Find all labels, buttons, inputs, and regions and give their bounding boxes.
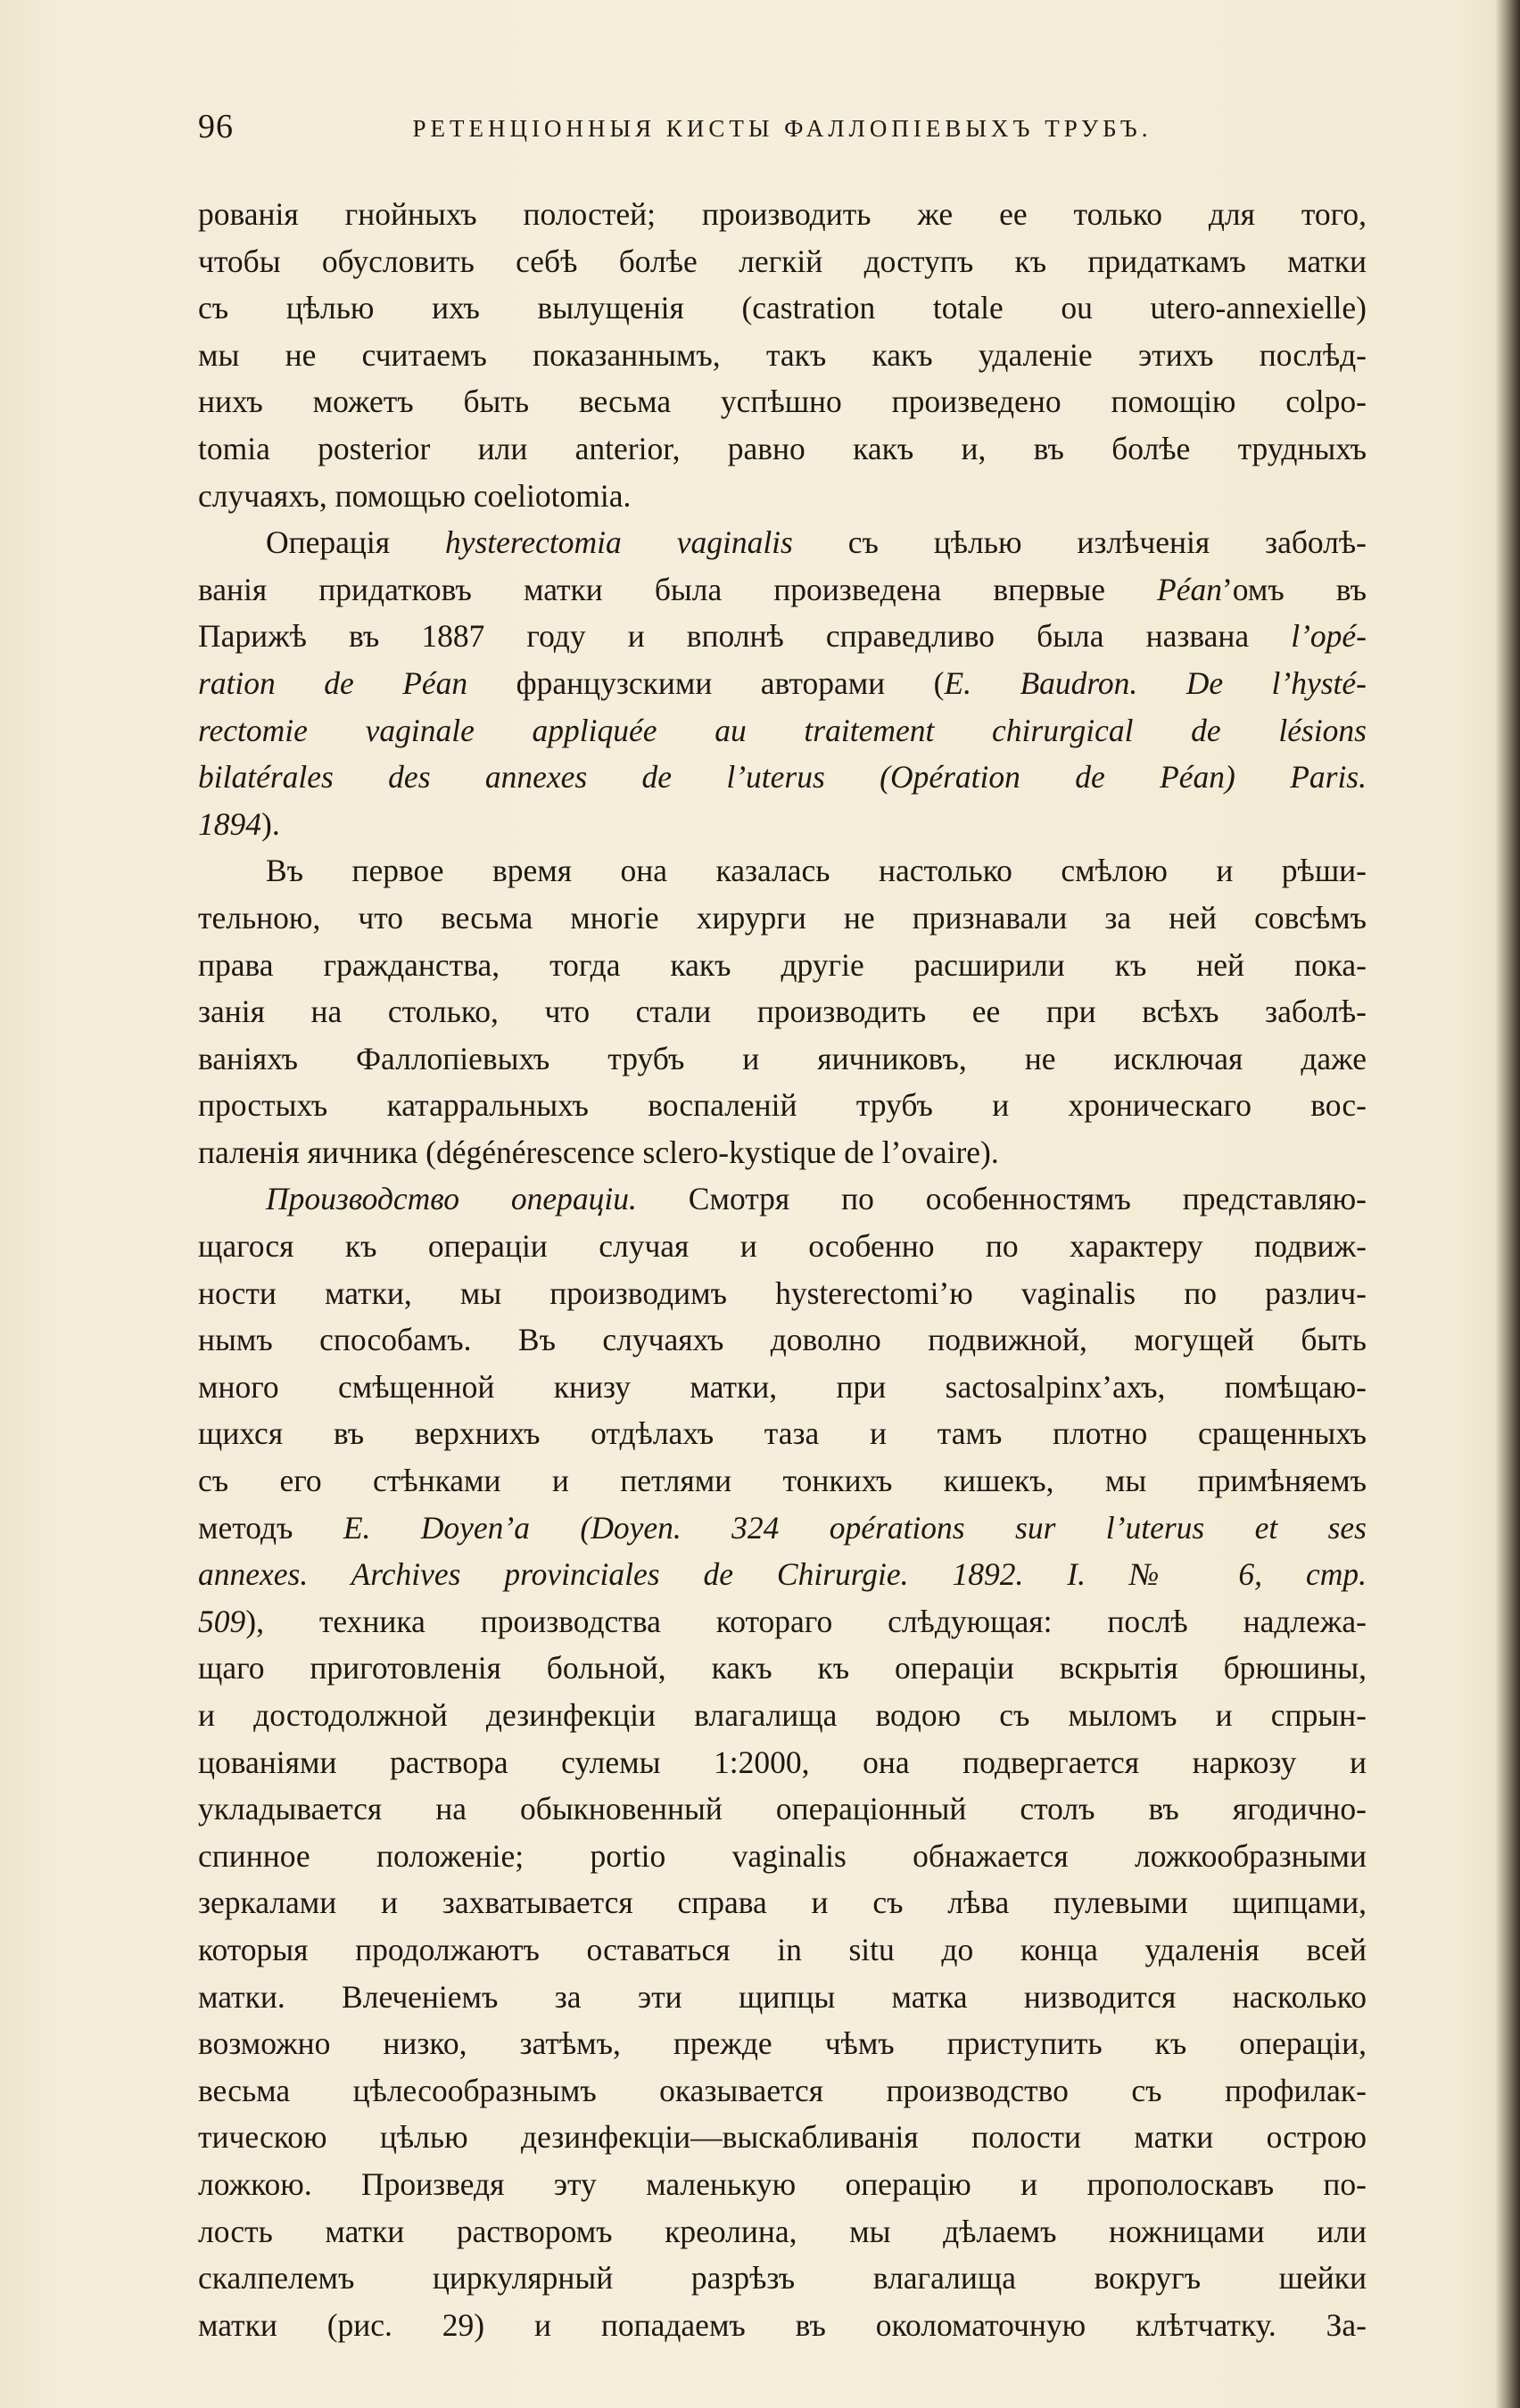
line-text: щагося къ операціи случая и особенно по характеру подвиж- [198, 1228, 1367, 1265]
text-line [198, 1129, 1367, 1176]
line-text: и достодолжной дезинфекціи влагалища водою съ мыломъ и спрын- [198, 1697, 1367, 1733]
line-text: занія на столько, что стали производить ее при всѣхъ заболѣ- [198, 994, 1367, 1030]
line-text: Въ первое время она казалась настолько смѣлою и рѣши- [266, 853, 1367, 889]
text-line [198, 2067, 1367, 2115]
text-line [198, 2020, 1367, 2067]
line-text: Парижѣ въ 1887 году и вполнѣ справедливо была названа [198, 618, 1292, 655]
text-line [198, 2114, 1367, 2161]
italic-text: 509 [198, 1603, 246, 1639]
line-text: tomia posterior или anterior, равно какъ и, въ болѣе трудныхъ [198, 430, 1367, 466]
line-text: спинное положеніе; portio vaginalis обнажается ложкообразными [198, 1837, 1367, 1874]
line-text: щихся въ верхнихъ отдѣлахъ таза и тамъ плотно сращенныхъ [198, 1415, 1367, 1452]
line-text: ). [261, 805, 280, 842]
text-line [198, 1457, 1367, 1505]
page-header [198, 105, 1367, 159]
text-line [198, 1035, 1367, 1083]
line-text: съ цѣлью излѣченія заболѣ- [792, 524, 1367, 561]
text-line [198, 1833, 1367, 1880]
text-line [198, 1551, 1367, 1598]
text-line [198, 1879, 1367, 1926]
line-text: щаго приготовленія больной, какъ къ операціи вскрытія брюшины, [198, 1650, 1367, 1686]
line-text: которыя продолжаютъ оставаться in situ до конца удаленія всей [198, 1931, 1367, 1967]
line-text: ), техника производства котораго слѣдующая: послѣ надлежа- [245, 1603, 1367, 1639]
text-line [198, 1505, 1367, 1552]
text-line [198, 1645, 1367, 1692]
text-line [198, 707, 1367, 755]
text-line [198, 2302, 1367, 2349]
line-text: съ его стѣнками и петлями тонкихъ кишекъ, мы примѣняемъ [198, 1463, 1367, 1499]
running-head: РЕТЕНЦІОННЫЯ КИСТЫ ФАЛЛОПІЕВЫХЪ ТРУБЪ. [412, 115, 1152, 142]
line-text: случаяхъ, помощью coeliotomia. [198, 477, 632, 514]
text-line [198, 332, 1367, 379]
text-line [198, 754, 1367, 801]
line-text: простыхъ катарральныхъ воспаленій трубъ и хроническаго вос- [198, 1087, 1367, 1124]
text-line [198, 285, 1367, 332]
italic-text: bilatérales des annexes de l’uterus (Opération de Péan) Paris. [198, 759, 1367, 796]
line-text: права гражданства, тогда какъ другіе расширили къ ней пока- [198, 946, 1367, 983]
italic-text: 1894 [198, 805, 261, 842]
line-text: французскими авторами ( [467, 664, 945, 701]
text-line [198, 988, 1367, 1035]
line-text: рованія гнойныхъ полостей; производить же ее только для того, [198, 196, 1367, 232]
line-text: лость матки растворомъ креолина, мы дѣлаемъ ножницами или [198, 2213, 1367, 2249]
line-text: ’омъ въ [1221, 571, 1367, 607]
text-line [198, 660, 1367, 707]
line-text: ности матки, мы производимъ hysterectomi’ю vaginalis по различ- [198, 1274, 1367, 1311]
page-edge-shadow [1495, 0, 1520, 2408]
text-line [198, 191, 1367, 238]
text-line [198, 566, 1367, 614]
italic-text: E. Baudron. De l’hysté- [944, 664, 1367, 701]
italic-text: ration de Péan [198, 664, 468, 701]
line-text: зеркалами и захватывается справа и съ лѣва пулевыми щипцами, [198, 1884, 1367, 1921]
italic-text: Péan [1157, 571, 1222, 607]
italic-text: hysterectomia vaginalis [444, 524, 793, 561]
italic-text: rectomie vaginale appliquée au traitement chirurgical de lésions [198, 712, 1367, 748]
text-line [198, 1410, 1367, 1457]
line-text: ванія придатковъ матки была произведена впервые [198, 571, 1158, 607]
body-text [198, 191, 1367, 2348]
line-text: возможно низко, затѣмъ, прежде чѣмъ приступить къ операціи, [198, 2025, 1367, 2062]
text-line [198, 613, 1367, 660]
text-line [198, 425, 1367, 473]
line-text: чтобы обусловить себѣ болѣе легкій доступъ къ придаткамъ матки [198, 243, 1367, 279]
line-text: методъ [198, 1509, 343, 1546]
line-text: тельною, что весьма многіе хирурги не признавали за ней совсѣмъ [198, 899, 1367, 936]
text-line [198, 942, 1367, 989]
line-text: матки (рис. 29) и попадаемъ въ околоматочную клѣтчатку. За- [198, 2306, 1367, 2343]
italic-text: annexes. Archives provinciales de Chirurgie. 1892. I. № 6, стр. [198, 1556, 1367, 1593]
text-line [198, 1926, 1367, 1974]
line-text: цованіями раствора сулемы 1:2000, она подвергается наркозу и [198, 1744, 1367, 1780]
line-text: паленія яичника (dégénérescence sclero-kystique de l’ovaire). [198, 1134, 999, 1170]
italic-text: E. Doyen’a (Doyen. 324 opérations sur l’uterus et ses [343, 1509, 1367, 1546]
text-line [198, 1316, 1367, 1364]
text-line [198, 1974, 1367, 2021]
text-line [198, 801, 1367, 848]
line-text: матки. Влеченіемъ за эти щипцы матка низводится насколько [198, 1978, 1367, 2015]
italic-text: l’opé- [1291, 618, 1367, 655]
text-line [198, 895, 1367, 942]
text-line [198, 1785, 1367, 1833]
text-line [198, 2161, 1367, 2208]
text-line [198, 1175, 1367, 1223]
line-text: весьма цѣлесообразнымъ оказывается производство съ профилак- [198, 2072, 1367, 2108]
line-text: ваніяхъ Фаллопіевыхъ трубъ и яичниковъ, не исключая даже [198, 1040, 1367, 1076]
text-line [198, 1082, 1367, 1129]
line-text: Операція [266, 524, 445, 561]
text-line [198, 847, 1367, 895]
text-line [198, 1692, 1367, 1739]
text-line [198, 1364, 1367, 1411]
line-text: нихъ можетъ быть весьма успѣшно произведено помощію colpo- [198, 383, 1367, 420]
text-line [198, 1223, 1367, 1270]
text-line [198, 378, 1367, 425]
line-text: ложкою. Произведя эту маленькую операцію и прополоскавъ по- [198, 2165, 1367, 2202]
text-line [198, 473, 1367, 520]
text-line [198, 238, 1367, 285]
page-number: 96 [198, 108, 234, 145]
text-line [198, 1598, 1367, 1645]
line-text: много смѣщенной книзу матки, при sactosalpinx’ахъ, помѣщаю- [198, 1368, 1367, 1405]
line-text: скалпелемъ циркулярный разрѣзъ влагалища вокругъ шейки [198, 2260, 1367, 2297]
text-line [198, 2255, 1367, 2302]
line-text: мы не считаемъ показаннымъ, такъ какъ удаленіе этихъ послѣд- [198, 336, 1367, 373]
line-text: укладывается на обыкновенный операціонный столъ въ ягодично- [198, 1791, 1367, 1827]
text-line [198, 519, 1367, 566]
text-line [198, 1739, 1367, 1786]
line-text: Смотря по особенностямъ представляю- [636, 1181, 1367, 1217]
line-text: нымъ способамъ. Въ случаяхъ доволно подвижной, могущей быть [198, 1322, 1367, 1358]
text-line [198, 2208, 1367, 2255]
text-line [198, 1270, 1367, 1317]
line-text: тическою цѣлью дезинфекціи—выскабливанія полости матки острою [198, 2119, 1367, 2156]
italic-text: Производство операціи. [266, 1181, 637, 1217]
line-text: съ цѣлью ихъ вылущенія (castration totale ou utero-annexielle) [198, 290, 1367, 326]
